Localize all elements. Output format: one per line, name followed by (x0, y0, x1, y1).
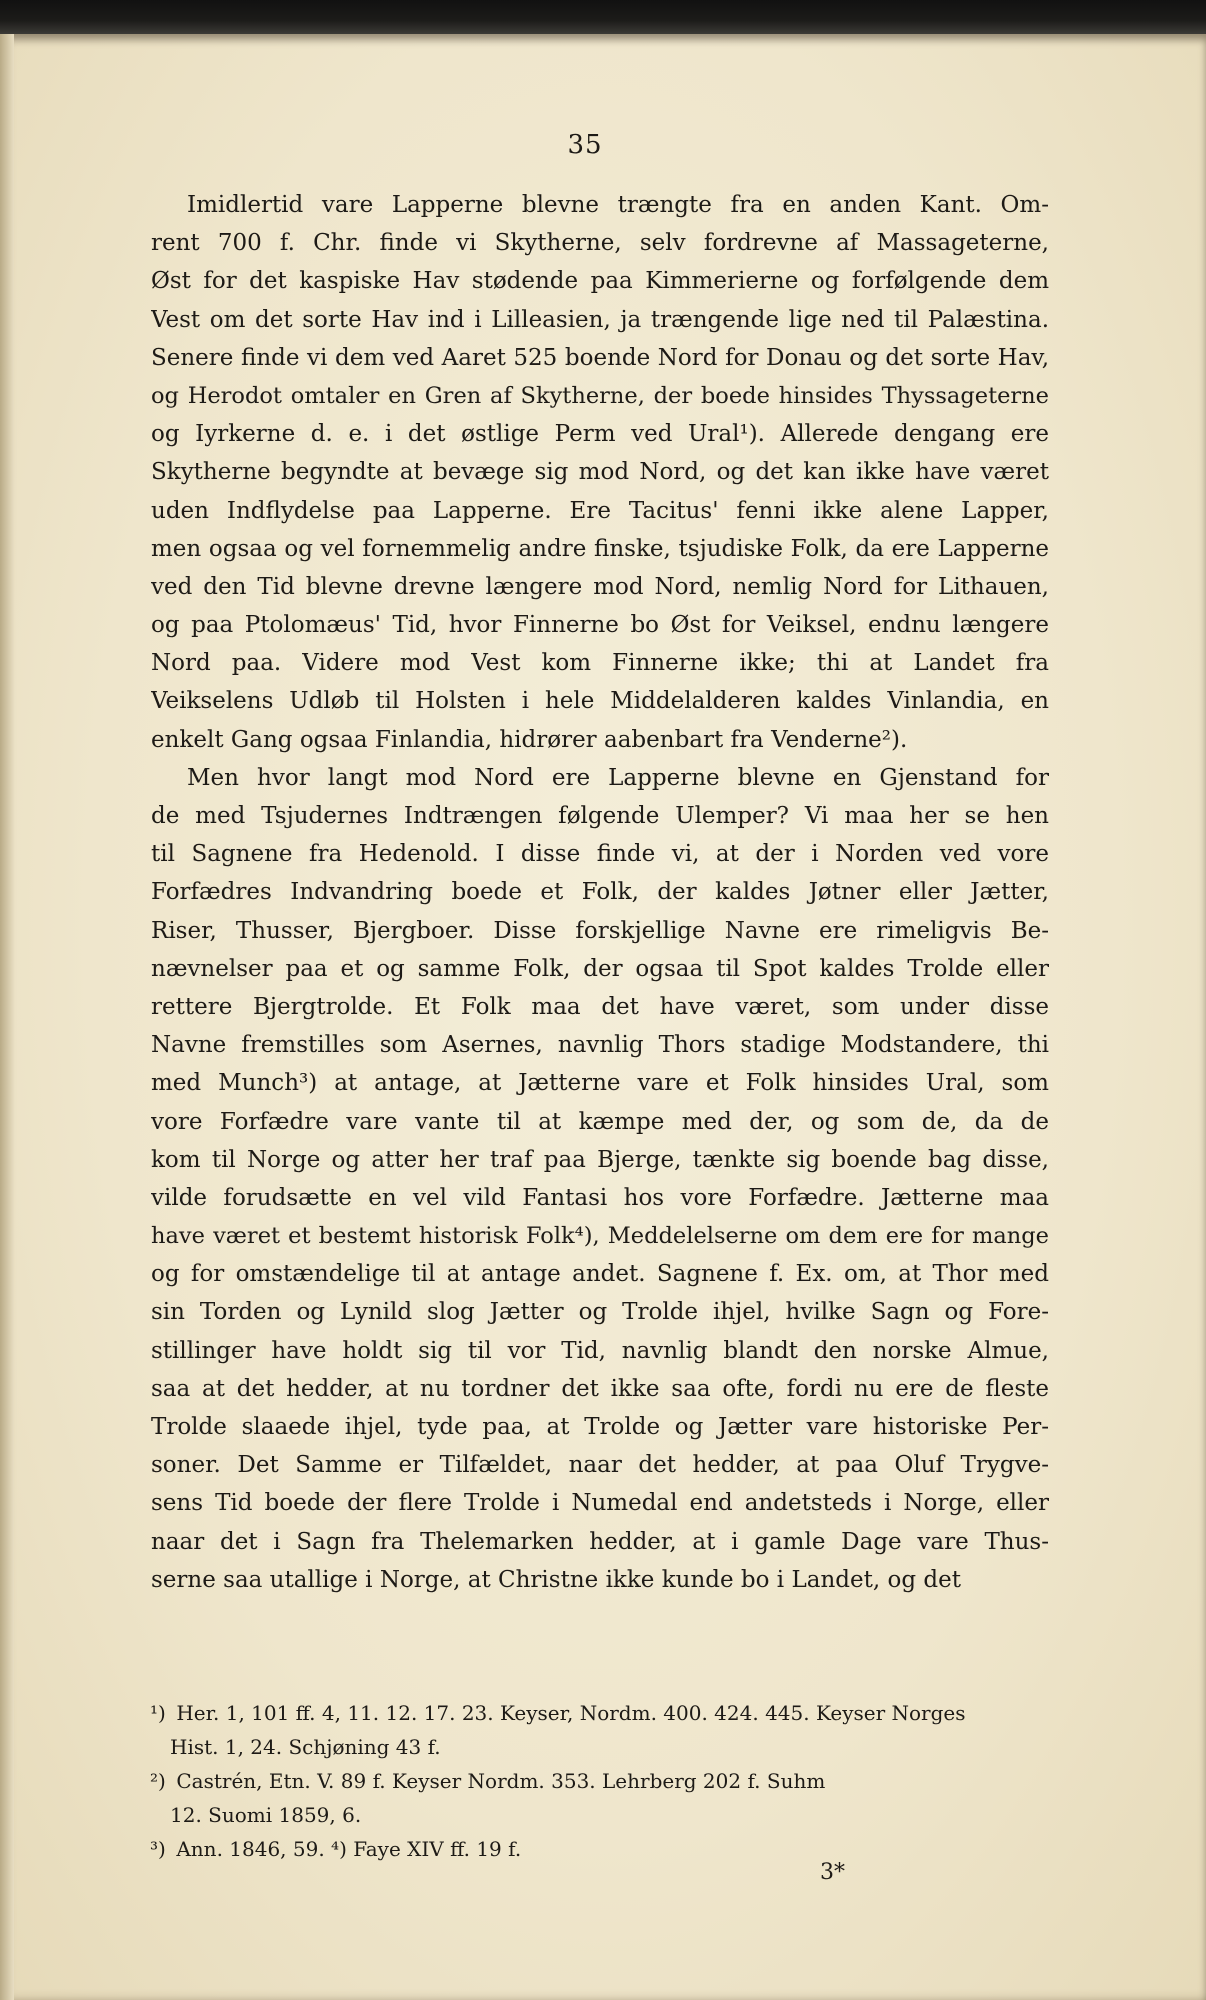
text-line: enkelt Gang ogsaa Finlandia, hidrører aabenbart fra Venderne²). (151, 726, 908, 753)
footnote-text: Castrén, Etn. V. 89 f. Keyser Nordm. 353. Lehrberg 202 f. Suhm (176, 1769, 826, 1793)
text-line: Skytherne begyndte at bevæge sig mod Nord, og det kan ikke have været (151, 459, 1049, 486)
page-gutter (0, 34, 14, 2000)
text-line: Senere finde vi dem ved Aaret 525 boende Nord for Donau og det sorte Hav, (151, 344, 1049, 371)
text-line: sens Tid boede der flere Trolde i Numedal end andetsteds i Norge, eller (151, 1490, 1049, 1517)
footnote-line (150, 1696, 1048, 1730)
text-line: naar det i Sagn fra Thelemarken hedder, at i gamle Dage vare Thus- (151, 1528, 1049, 1555)
text-line: de med Tsjudernes Indtrængen følgende Ulemper? Vi maa her se hen (151, 803, 1049, 829)
footnote-text: Hist. 1, 24. Schjøning 43 f. (170, 1735, 441, 1759)
text-line: soner. Det Samme er Tilfældet, naar det hedder, at paa Oluf Trygve- (151, 1452, 1049, 1479)
text-line: vore Forfædre vare vante til at kæmpe med der, og som de, da de (151, 1108, 1049, 1135)
text-line: Imidlertid vare Lapperne blevne trængte fra en anden Kant. Om- (187, 192, 1049, 218)
text-line: Forfædres Indvandring boede et Folk, der kaldes Jøtner eller Jætter, (151, 879, 1049, 906)
text-line: stillinger have holdt sig til vor Tid, navnlig blandt den norske Almue, (151, 1337, 1049, 1364)
text-line: Trolde slaaede ihjel, tyde paa, at Trolde og Jætter vare historiske Per- (151, 1414, 1049, 1440)
text-line: vilde forudsætte en vel vild Fantasi hos vore Forfædre. Jætterne maa (151, 1184, 1049, 1211)
book-page (0, 34, 1206, 2000)
footnote-marker: ¹) (150, 1701, 166, 1725)
text-line: og Herodot omtaler en Gren af Skytherne, der boede hinsides Thyssageterne (151, 382, 1049, 409)
footnote-line (150, 1764, 1048, 1798)
signature-mark: 3* (820, 1860, 845, 1885)
text-line: uden Indflydelse paa Lapperne. Ere Tacitus' fenni ikke alene Lapper, (151, 497, 1049, 524)
footnote-marker: ³) (150, 1837, 166, 1861)
footnote-text: 12. Suomi 1859, 6. (170, 1803, 362, 1827)
text-line: saa at det hedder, at nu tordner det ikke saa ofte, fordi nu ere de fleste (151, 1375, 1049, 1402)
text-line: med Munch³) at antage, at Jætterne vare et Folk hinsides Ural, som (151, 1070, 1049, 1097)
footnote-line (150, 1730, 1048, 1764)
text-line: ved den Tid blevne drevne længere mod Nord, nemlig Nord for Lithauen, (151, 573, 1049, 600)
text-line: Men hvor langt mod Nord ere Lapperne blevne en Gjenstand for (187, 764, 1049, 791)
text-line: Øst for det kaspiske Hav stødende paa Kimmerierne og forfølgende dem (151, 268, 1049, 295)
text-line: rent 700 f. Chr. finde vi Skytherne, selv fordrevne af Massageterne, (151, 230, 1049, 257)
page-number: 35 (567, 130, 603, 160)
text-line: rettere Bjergtrolde. Et Folk maa det have været, som under disse (151, 993, 1049, 1020)
text-line: og paa Ptolomæus' Tid, hvor Finnerne bo Øst for Veiksel, endnu længere (151, 612, 1049, 639)
text-line: nævnelser paa et og samme Folk, der ogsaa til Spot kaldes Trolde eller (151, 955, 1049, 982)
text-line: Navne fremstilles som Asernes, navnlig Thors stadige Modstandere, thi (151, 1032, 1049, 1059)
text-line: sin Torden og Lynild slog Jætter og Trolde ihjel, hvilke Sagn og Fore- (151, 1299, 1049, 1326)
footnote-marker: ²) (150, 1769, 166, 1793)
body-text (151, 186, 1049, 1599)
footnote-text: Her. 1, 101 ff. 4, 11. 12. 17. 23. Keyser, Nordm. 400. 424. 445. Keyser Norges (176, 1701, 966, 1725)
text-line: Vest om det sorte Hav ind i Lilleasien, ja trængende lige ned til Palæstina. (151, 306, 1049, 333)
text-line: men ogsaa og vel fornemmelig andre finske, tsjudiske Folk, da ere Lapperne (151, 535, 1049, 562)
text-line: Nord paa. Videre mod Vest kom Finnerne ikke; thi at Landet fra (151, 650, 1049, 677)
text-line: og for omstændelige til at antage andet. Sagnene f. Ex. om, at Thor med (151, 1261, 1049, 1288)
footnotes (150, 1696, 1048, 1866)
text-line: og Iyrkerne d. e. i det østlige Perm ved Ural¹). Allerede dengang ere (151, 421, 1049, 448)
text-line: serne saa utallige i Norge, at Christne ikke kunde bo i Landet, og det (151, 1566, 961, 1593)
footnote-line (150, 1798, 1048, 1832)
text-line: til Sagnene fra Hedenold. I disse finde vi, at der i Norden ved vore (151, 841, 1049, 868)
text-line: Riser, Thusser, Bjergboer. Disse forskjellige Navne ere rimeligvis Be- (151, 917, 1049, 944)
footnote-line (150, 1832, 1048, 1866)
text-line: kom til Norge og atter her traf paa Bjerge, tænkte sig boende bag disse, (151, 1146, 1049, 1173)
text-line: have været et bestemt historisk Folk⁴), Meddelelserne om dem ere for mange (151, 1223, 1049, 1250)
text-line: Veikselens Udløb til Holsten i hele Middelalderen kaldes Vinlandia, en (151, 688, 1049, 715)
scan-top-edge (0, 0, 1206, 34)
footnote-text: Ann. 1846, 59. ⁴) Faye XIV ff. 19 f. (176, 1837, 522, 1861)
